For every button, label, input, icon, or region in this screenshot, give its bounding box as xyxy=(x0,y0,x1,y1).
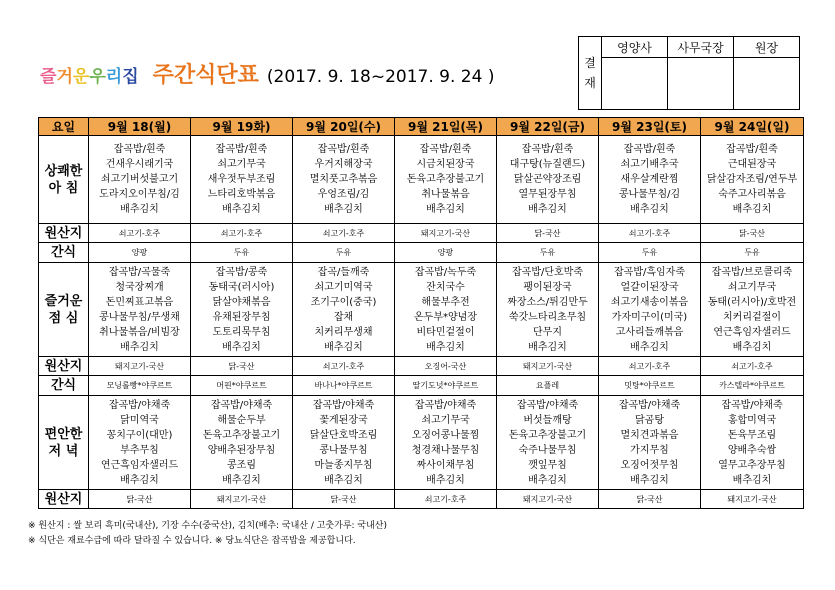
origin-cell: 닭-국산 xyxy=(191,357,293,376)
meal-cell: 잡곡밥/흑임자죽 얼갈이된장국 쇠고기새송이볶음 가자미구이(미국) 고사리들깨볶음 배추김치 xyxy=(599,263,701,357)
meal-row xyxy=(39,263,804,357)
origin-cell: 돼지고기-국산 xyxy=(701,490,804,509)
origin-cell: 돼지고기-국산 xyxy=(497,357,599,376)
snack-cell: 두유 xyxy=(701,243,804,263)
approval-role-nutritionist: 영양사 xyxy=(602,37,668,58)
origin-row xyxy=(39,490,804,509)
approval-label-text: 결재 xyxy=(584,56,596,90)
origin-cell: 쇠고기-호주 xyxy=(701,357,804,376)
meal-cell: 잡곡밥/흰죽 우거지해장국 멸치풋고추볶음 우엉조림/김 배추김치 xyxy=(293,136,395,224)
meal-cell: 잡곡밥/곡물죽 청국장찌개 돈민찌표고볶음 콩나물무침/무생채 취나물볶음/비빔장 배추김치 xyxy=(89,263,191,357)
origin-cell: 쇠고기-호주 xyxy=(599,224,701,243)
meal-cell: 잡곡밥/야채죽 닭곰탕 멸치견과볶음 가지무침 오징어젓무침 배추김치 xyxy=(599,396,701,490)
day-header: 9월 22일(금) xyxy=(497,118,599,136)
snack-cell: 카스텔라*야쿠르트 xyxy=(701,376,804,396)
meal-cell: 잡곡밥/브로콜리죽 쇠고기무국 동태(러시아)/호박전 치커리겉절이 연근흑임자샐러드 배추김치 xyxy=(701,263,804,357)
origin-cell: 닭-국산 xyxy=(701,224,804,243)
origin-cell: 돼지고기-국산 xyxy=(191,490,293,509)
corner-header: 요일 xyxy=(39,118,89,136)
origin-cell: 쇠고기-호주 xyxy=(293,357,395,376)
page-header xyxy=(40,58,494,88)
day-header: 9월 23일(토) xyxy=(599,118,701,136)
snack-cell: 요플레 xyxy=(497,376,599,396)
brand-char: 즐 xyxy=(40,67,57,87)
meal-row xyxy=(39,396,804,490)
brand-char: 거 xyxy=(56,67,73,87)
page-title: 주간식단표 xyxy=(152,63,259,88)
meal-cell: 잡곡밥/콩죽 동태국(러시아) 닭살야채볶음 유채된장무침 도토리묵무침 배추김치 xyxy=(191,263,293,357)
notes xyxy=(28,519,387,549)
origin-cell: 돼지고기-국산 xyxy=(89,357,191,376)
note-origin: ※ 원산지 : 쌀 보리 흑미(국내산), 기장 수수(중국산), 김치(배추: 국내산 / 고춧가루: 국내산) xyxy=(28,521,387,531)
row-label: 간식 xyxy=(39,243,89,263)
origin-row xyxy=(39,357,804,376)
origin-cell: 쇠고기-호주 xyxy=(599,357,701,376)
date-range: (2017. 9. 18~2017. 9. 24 ) xyxy=(266,67,495,87)
snack-cell: 밋탕*야쿠르트 xyxy=(599,376,701,396)
snack-cell: 양팡 xyxy=(395,243,497,263)
day-header: 9월 21일(목) xyxy=(395,118,497,136)
row-label: 즐거운 점 심 xyxy=(39,263,89,357)
brand-logo xyxy=(40,62,139,87)
origin-row xyxy=(39,224,804,243)
approval-label xyxy=(579,37,602,110)
origin-cell: 닭-국산 xyxy=(293,490,395,509)
day-header: 9월 24일(일) xyxy=(701,118,804,136)
meal-cell: 잡곡밥/흰죽 쇠고기무국 새우젓두부조림 느타리호박볶음 배추김치 xyxy=(191,136,293,224)
origin-cell: 쇠고기-호주 xyxy=(395,490,497,509)
day-header-row xyxy=(39,118,804,136)
row-label: 상쾌한 아 침 xyxy=(39,136,89,224)
meal-cell: 잡곡밥/단호박죽 팽이된장국 짜장소스/튀김만두 쑥갓느타리초무침 단무지 배추김치 xyxy=(497,263,599,357)
origin-cell: 돼지고기-국산 xyxy=(395,224,497,243)
meal-cell: 잡곡밥/야채죽 해물순두부 돈육고추장불고기 양배추된장무침 콩조림 배추김치 xyxy=(191,396,293,490)
meal-cell: 잡곡밥/야채죽 닭미역국 꽁치구이(대만) 부추무침 연근흑임자샐러드 배추김치 xyxy=(89,396,191,490)
snack-row xyxy=(39,243,804,263)
day-header: 9월 19화) xyxy=(191,118,293,136)
meal-cell: 잡곡밥/야채죽 꽃게된장국 닭살단호박조림 콩나물무침 마늘종지무침 배추김치 xyxy=(293,396,395,490)
row-label: 원산지 xyxy=(39,224,89,243)
snack-cell: 두유 xyxy=(599,243,701,263)
approval-role-office-manager: 사무국장 xyxy=(668,37,734,58)
meal-cell: 잡곡밥/흰죽 쇠고기배추국 새우살계란찜 콩나물무침/김 배추김치 xyxy=(599,136,701,224)
weekly-menu-table xyxy=(38,117,804,509)
brand-char: 우 xyxy=(89,67,106,87)
meal-cell: 잡곡밥/야채죽 버섯들깨탕 돈육고추장불고기 숙주나물무침 깻잎무침 배추김치 xyxy=(497,396,599,490)
day-header: 9월 18(월) xyxy=(89,118,191,136)
approval-role-director: 원장 xyxy=(734,37,800,58)
origin-cell: 쇠고기-호주 xyxy=(293,224,395,243)
meal-cell: 잡곡밥/흰죽 근대된장국 닭살감자조림/연두부 숙주고사리볶음 배추김치 xyxy=(701,136,804,224)
snack-cell: 바나나*야쿠르트 xyxy=(293,376,395,396)
meal-cell: 잡곡/들깨죽 쇠고기미역국 조기구이(중국) 잡채 치커리무생채 배추김치 xyxy=(293,263,395,357)
meal-row xyxy=(39,136,804,224)
meal-cell: 잡곡밥/흰죽 대구탕(뉴질랜드) 닭살곤약장조림 열무된장무침 배추김치 xyxy=(497,136,599,224)
snack-cell: 두유 xyxy=(191,243,293,263)
snack-cell: 모닝롤빵*야쿠르트 xyxy=(89,376,191,396)
snack-cell: 머핀*야쿠르트 xyxy=(191,376,293,396)
origin-cell: 오징어-국산 xyxy=(395,357,497,376)
origin-cell: 쇠고기-호주 xyxy=(89,224,191,243)
origin-cell: 돼지고기-국산 xyxy=(497,490,599,509)
origin-cell: 닭-국산 xyxy=(89,490,191,509)
day-header: 9월 20일(수) xyxy=(293,118,395,136)
approval-sign-office-manager[interactable] xyxy=(668,58,734,110)
snack-row xyxy=(39,376,804,396)
brand-char: 집 xyxy=(122,67,139,87)
snack-cell: 두유 xyxy=(293,243,395,263)
snack-cell: 딸기도넛*야쿠르트 xyxy=(395,376,497,396)
meal-cell: 잡곡밥/녹두죽 잔치국수 해물부추전 온두부*양념장 비타민겉절이 배추김치 xyxy=(395,263,497,357)
meal-cell: 잡곡밥/야채죽 홍합미역국 돈육무조림 양배추숙쌈 열무고추장무침 배추김치 xyxy=(701,396,804,490)
note-disclaimer: ※ 식단은 재료수급에 따라 달라질 수 있습니다. ※ 당뇨식단은 잡곡밥을 제공합니다. xyxy=(28,536,356,546)
snack-cell: 양팡 xyxy=(89,243,191,263)
origin-cell: 닭-국산 xyxy=(599,490,701,509)
approval-box xyxy=(578,36,800,110)
row-label: 원산지 xyxy=(39,357,89,376)
brand-char: 운 xyxy=(72,67,90,87)
approval-sign-director[interactable] xyxy=(734,58,800,110)
row-label: 원산지 xyxy=(39,490,89,509)
brand-char: 리 xyxy=(105,67,123,87)
row-label: 간식 xyxy=(39,376,89,396)
origin-cell: 쇠고기-호주 xyxy=(191,224,293,243)
meal-cell: 잡곡밥/흰죽 시금치된장국 돈육고추장불고기 취나물볶음 배추김치 xyxy=(395,136,497,224)
approval-sign-nutritionist[interactable] xyxy=(602,58,668,110)
snack-cell: 두유 xyxy=(497,243,599,263)
meal-cell: 잡곡밥/야채죽 쇠고기무국 오징어콩나물찜 청경채나물무침 짜사이채무침 배추김치 xyxy=(395,396,497,490)
origin-cell: 닭-국산 xyxy=(497,224,599,243)
row-label: 편안한 저 녁 xyxy=(39,396,89,490)
meal-cell: 잡곡밥/흰죽 건새우시래기국 쇠고기버섯불고기 도라지오이무침/김 배추김치 xyxy=(89,136,191,224)
